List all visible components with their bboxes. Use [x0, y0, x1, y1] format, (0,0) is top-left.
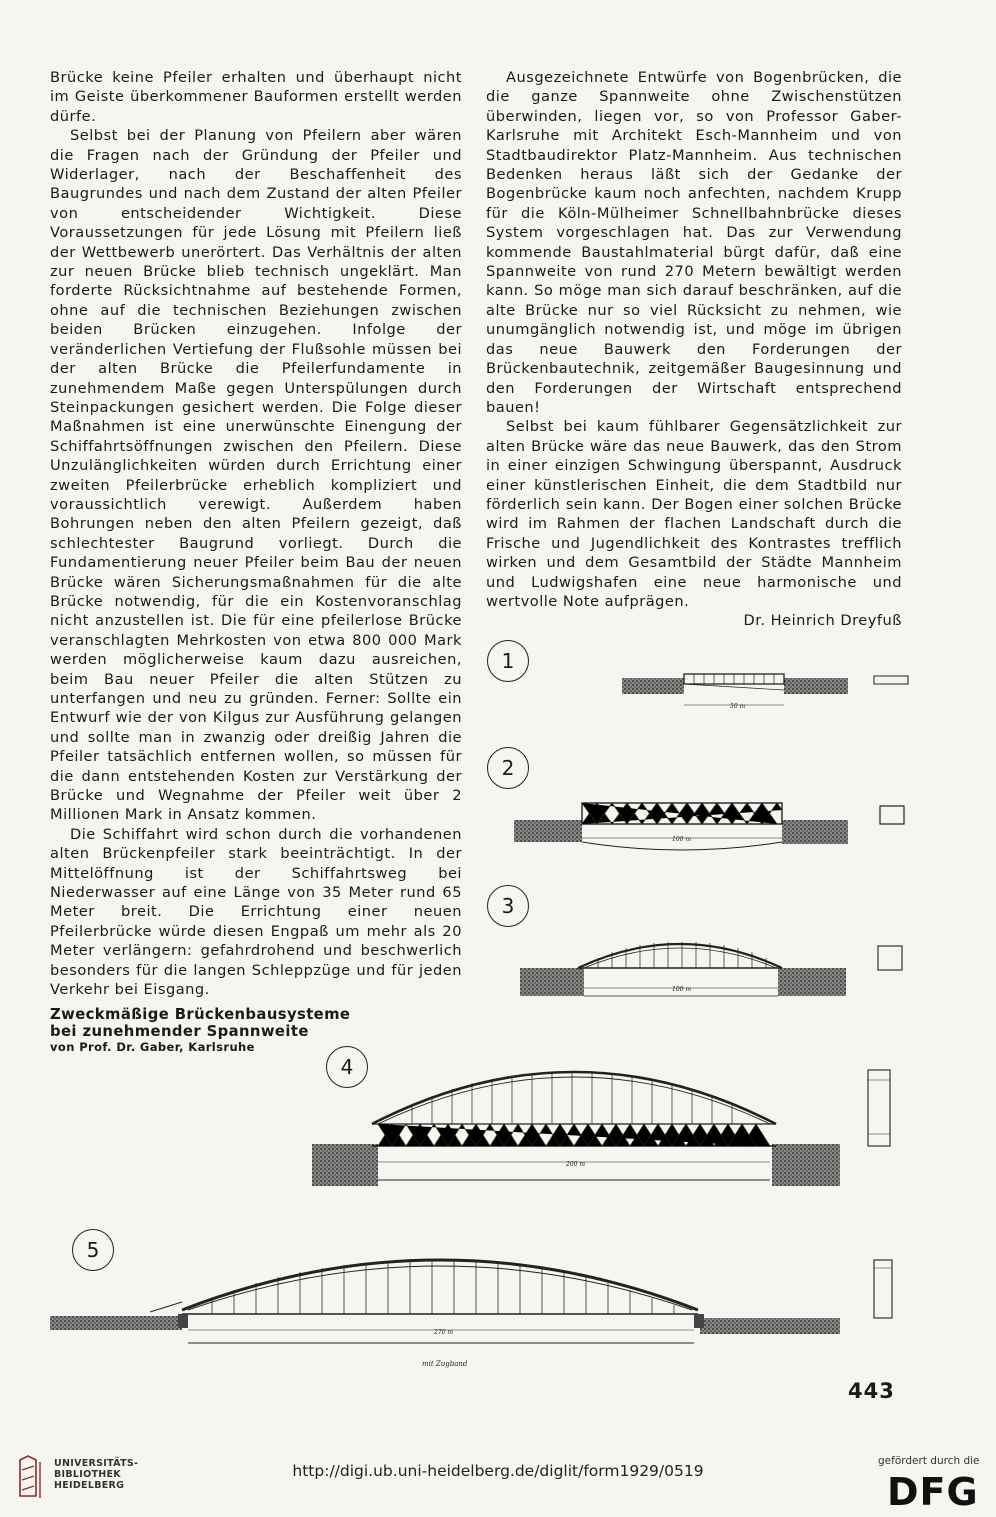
left-paragraph-1: Brücke keine Pfeiler erhalten und überhaupt nicht im Geiste überkommener Bauformen erstellt werden dürfe.: [50, 69, 462, 125]
dfg-logo: DFG: [887, 1470, 979, 1514]
span-label-5: 270 m: [434, 1329, 454, 1336]
span-label-3: 100 m: [672, 986, 692, 993]
right-paragraph-2: Selbst bei kaum fühlbarer Gegensätzlichkeit zur alten Brücke wäre das neue Bauwerk, das den Strom in einer einzigen Schwingung überspannt, Ausdruck einer künstlerischen Einheit, die dem Stadtbild nur förderlich sein kann. Der Bogen einer solchen Brücke wird im Rahmen der flachen Landschaft durch die Frische und Jugendlichkeit des Kontrastes trefflich wirken und dem Gesamtbild der Städte Mannheim und Ludwigshafen eine neue harmonische und wertvolle Note aufprägen.: [486, 418, 902, 610]
permalink-url[interactable]: http://digi.ub.uni-heidelberg.de/diglit/form1929/0519: [292, 1462, 704, 1480]
left-paragraph-2: Selbst bei der Planung von Pfeilern aber wären die Fragen nach der Gründung der Pfeiler und Widerlager, nach der Beschaffenheit des Baugrundes und nach dem Zustand der alten Pfeiler von entscheidender Wichtigkeit. Diese Voraussetzungen für jede Lösung mit Pfeilern ließ der Wettbewerb unerörtert. Das Verhältnis der alten zur neuen Brücke blieb technisch ungeklärt. Man forderte Rücksichtnahme auf bestehende Formen, ohne auf die technischen Beziehungen zwischen beiden Brücken einzugehen. Infolge der veränderlichen Vertiefung der Flußsohle müssen bei der alten Brücke die Pfeilerfundamente in zunehmendem Maße gegen Unterspülungen durch Steinpackungen gesichert werden. Die Folge dieser Maßnahmen ist eine unerwünschte Einengung der Schiffahrtsöffnungen zwischen den Pfeilern. Diese Unzulänglichkeiten würden durch Errichtung einer zweiten Pfeilerbrücke erheblich kompliziert und voraussichtlich verewigt. Außerdem haben Bohrungen neben den alten Pfeilern gezeigt, daß schlechtester Baugrund vorliegt. Durch die Fundamentierung neuer Pfeiler beim Bau der neuen Brücke wären Sicherungsmaßnahmen für die alte Brücke notwendig, für die ein Kostenvoranschlag nicht anzustellen ist. Die für eine pfeilerlose Brücke veranschlagten Mehrkosten von etwa 800 000 Mark werden möglicherweise kaum dazu ausreichen, beim Bau neuer Pfeiler die alten Stützen zu unterfangen und neu zu gründen. Ferner: Sollte ein Entwurf wie der von Kilgus zur Ausführung gelangen und sollte man in zwanzig oder dreißig Jahren die Pfeiler tatsächlich entfernen wollen, so müssen für die dann entstehenden Kosten zur Verstärkung der Brücke und Wegnahme der Pfeiler weit über 2 Millionen Mark in Ansatz kommen.: [50, 127, 462, 824]
span-label-1: 50 m: [730, 703, 746, 710]
bridge-figure-5: [50, 1260, 892, 1368]
left-paragraph-3: Die Schiffahrt wird schon durch die vorhandenen alten Brückenpfeiler stark beeinträchtigt. In der Mittelöffnung ist der Schiffahrtsweg bei Niederwasser auf eine Länge von 35 Meter rund 65 Meter breit. Die Errichtung einer neuen Pfeilerbrücke würde diesen Engpaß um mehr als 20 Meter verlängern: gefahrdrohend und beschwerlich besonders für die langen Schleppzüge und für jeden Verkehr bei Eisgang.: [50, 825, 462, 999]
figure-number-4: 4: [326, 1046, 368, 1088]
span-label-2: 100 m: [672, 836, 692, 843]
span-label-4: 200 m: [566, 1161, 586, 1168]
library-line-1: UNIVERSITÄTS-: [54, 1458, 139, 1469]
right-paragraph-1: Ausgezeichnete Entwürfe von Bogenbrücken, die die ganze Spannweite ohne Zwischenstützen überwinden, liegen vor, so von Professor Gaber-Karlsruhe mit Architekt Esch-Mannheim und von Stadtbaudirektor Platz-Mannheim. Aus technischen Bedenken heraus läßt sich der Gedanke der Bogenbrücke kaum noch anfechten, nachdem Krupp für die Köln-Mülheimer Schnellbahnbrücke dieses System vorgeschlagen hat. Das zur Verwendung kommende Baustahlmaterial bürgt dafür, daß eine Spannweite von rund 270 Metern bewältigt werden kann. So möge man sich darauf beschränken, auf die alte Brücke nur so viel Rücksicht zu nehmen, wie unumgänglich notwendig ist, und möge im übrigen das neue Bauwerk den Forderungen der Brückenbautechnik, zeitgemäßer Baugesinnung und den Forderungen der Wirtschaft entsprechend bauen!: [486, 69, 902, 416]
caption-line-2: bei zunehmender Spannweite: [50, 1023, 309, 1040]
caption-byline: von Prof. Dr. Gaber, Karlsruhe: [50, 1040, 255, 1054]
figure-number-3: 3: [487, 885, 529, 927]
figure-number-2: 2: [487, 747, 529, 789]
bridge-figure-1: [622, 674, 908, 710]
figure-number-5: 5: [72, 1229, 114, 1271]
library-line-3: HEIDELBERG: [54, 1480, 125, 1491]
caption-line-1: Zweckmäßige Brückenbausysteme: [50, 1006, 351, 1023]
funding-note: gefördert durch die: [878, 1455, 980, 1467]
page-number: 443: [848, 1379, 895, 1403]
library-line-2: BIBLIOTHEK: [54, 1469, 121, 1480]
bridge-figure-4: [312, 1070, 890, 1186]
bridge-figure-2: [514, 803, 904, 850]
tie-note: mit Zugband: [422, 1360, 468, 1368]
figure-number-1: 1: [487, 640, 529, 682]
author-signature: Dr. Heinrich Dreyfuß: [743, 612, 902, 630]
bridge-figure-3: [520, 942, 902, 996]
